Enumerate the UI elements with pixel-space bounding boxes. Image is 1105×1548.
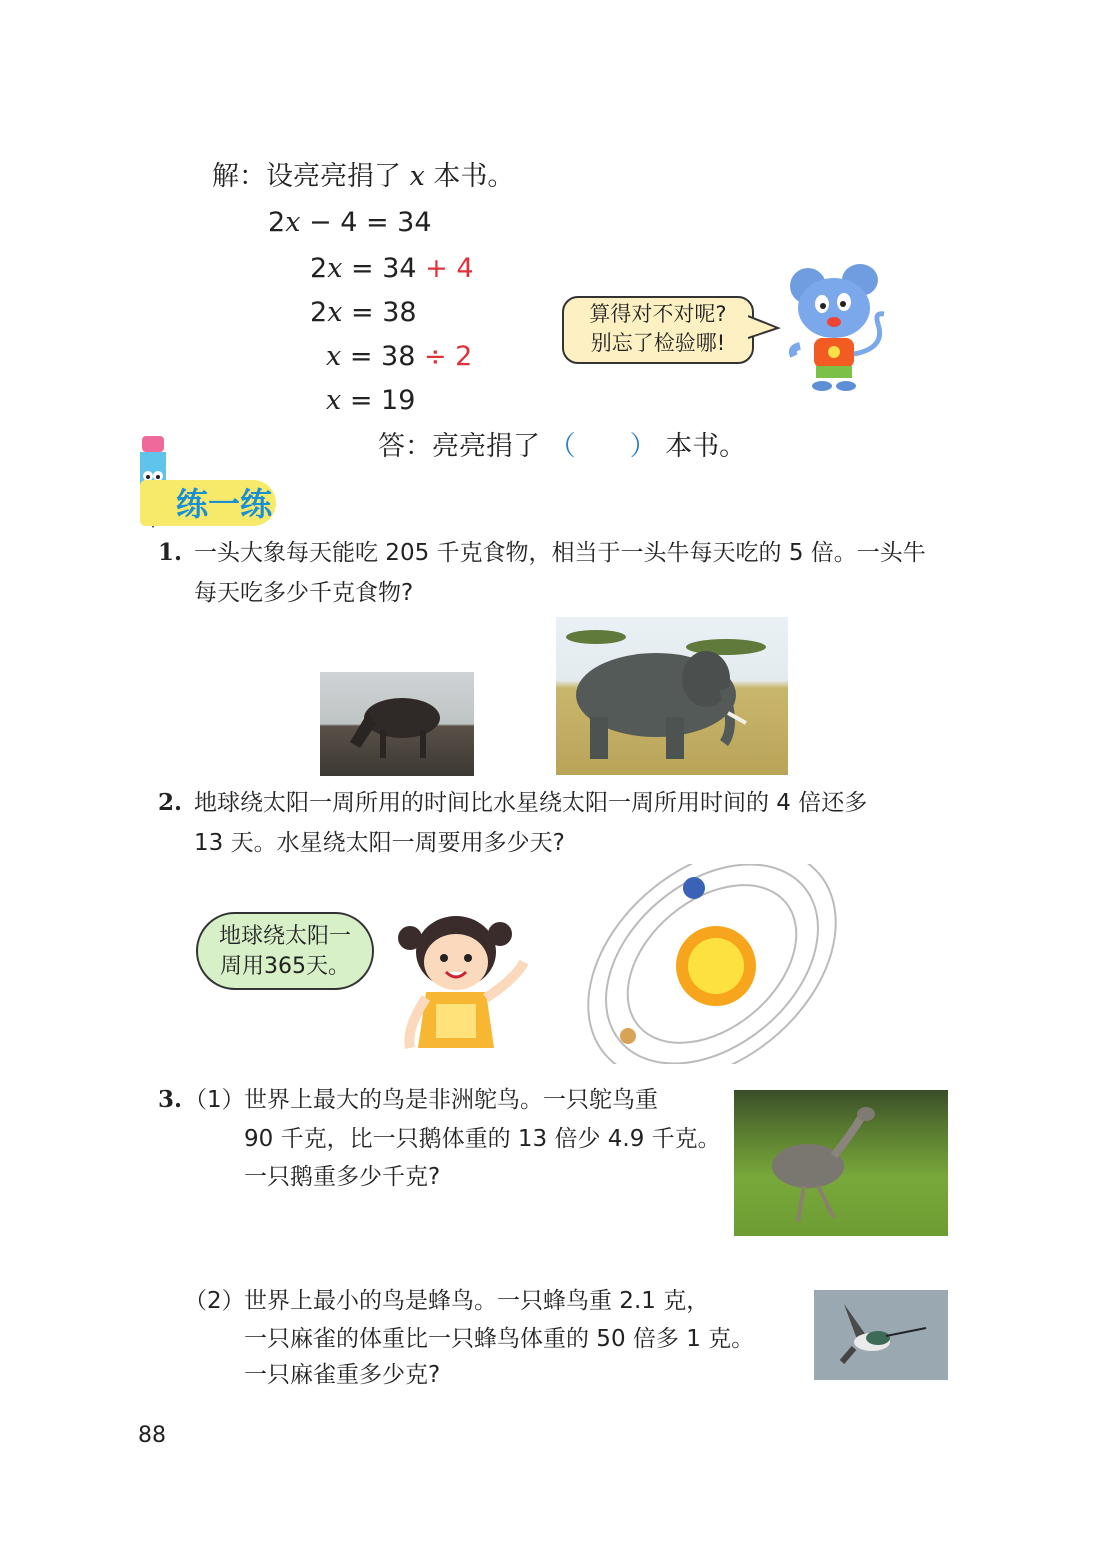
answer-suffix: 本书。: [665, 431, 747, 462]
answer-blank[interactable]: （ ）: [548, 431, 657, 462]
equation-step-1: [268, 206, 432, 240]
elephant-photo: [556, 617, 788, 775]
sun-icon: [676, 926, 756, 1006]
problem-3-part-2-label: （2）: [184, 1288, 245, 1314]
solution-intro-text: 解：设亮亮捐了: [212, 161, 401, 192]
bubble-tail-icon: [748, 312, 782, 342]
hummingbird-icon: [814, 1290, 948, 1380]
buffalo-photo: [320, 672, 474, 776]
ostrich-photo: [734, 1090, 948, 1236]
solution-intro-tail: 本书。: [433, 161, 515, 192]
girl-bubble-line-2: 周用365天。: [220, 954, 350, 979]
ostrich-icon: [734, 1090, 948, 1236]
eq-var: x: [327, 253, 343, 284]
elephant-icon: [556, 617, 788, 775]
girl-speech-bubble: [196, 912, 374, 990]
answer-prefix: 答：亮亮捐了: [378, 431, 540, 462]
problem-3-part-2-line-3: 一只麻雀重多少克?: [244, 1362, 441, 1388]
practice-title: 练一练: [176, 485, 273, 523]
eq-annotation: + 4: [416, 253, 474, 284]
problem-2-line-1: 地球绕太阳一周所用的时间比水星绕太阳一周所用时间的 4 倍还多: [194, 790, 868, 816]
eq-rhs: = 19: [341, 385, 416, 416]
eq-var: x: [326, 385, 342, 416]
eq-var: x: [285, 207, 301, 238]
eq-rhs: = 34: [342, 253, 417, 284]
eq-var: x: [326, 341, 342, 372]
solution-intro: [212, 160, 514, 194]
problem-1-line-2: 每天吃多少千克食物?: [194, 580, 414, 606]
problem-2-number: 2.: [158, 789, 183, 816]
mercury-planet-icon: [620, 1028, 636, 1044]
variable-x: x: [409, 161, 425, 192]
bubble-line-2: 别忘了检验哪!: [590, 331, 726, 355]
eq-annotation: ÷ 2: [415, 341, 473, 372]
equation-step-5: [326, 384, 415, 418]
earth-planet-icon: [683, 877, 705, 899]
problem-3-part-1-label: （1）: [184, 1087, 245, 1113]
eq-rhs: − 4 = 34: [300, 207, 432, 238]
bubble-line-1: 算得对不对呢?: [589, 302, 727, 326]
problem-3-part-1-line-2: 90 千克，比一只鹅体重的 13 倍少 4.9 千克。: [244, 1126, 721, 1152]
eq-coef: 2: [310, 253, 328, 284]
problem-1-line-1: 一头大象每天能吃 205 千克食物，相当于一头牛每天吃的 5 倍。一头牛: [194, 540, 926, 566]
eq-rhs: = 38: [341, 341, 416, 372]
girl-bubble-line-1: 地球绕太阳一: [218, 924, 351, 949]
answer-line: [378, 430, 746, 464]
problem-3-part-2-line-1: 世界上最小的鸟是蜂鸟。一只蜂鸟重 2.1 克，: [244, 1288, 710, 1314]
eq-rhs: = 38: [342, 297, 417, 328]
buffalo-icon: [320, 672, 474, 776]
equation-step-4: [326, 340, 472, 374]
problem-3-part-2-line-2: 一只麻雀的体重比一只蜂鸟体重的 50 倍多 1 克。: [244, 1326, 755, 1352]
problem-1-number: 1.: [158, 539, 183, 566]
page-number: 88: [138, 1423, 166, 1448]
problem-3-part-1-line-1: 世界上最大的鸟是非洲鸵鸟。一只鸵鸟重: [244, 1087, 658, 1113]
hummingbird-photo: [814, 1290, 948, 1380]
problem-3-part-1-line-3: 一只鹅重多少千克?: [244, 1164, 441, 1190]
eq-var: x: [327, 297, 343, 328]
eq-coef: 2: [310, 297, 328, 328]
equation-step-2: [310, 252, 474, 286]
girl-character-icon: [396, 908, 540, 1058]
problem-2-line-2: 13 天。水星绕太阳一周要用多少天?: [194, 830, 565, 856]
problem-3-number: 3.: [158, 1086, 183, 1113]
mouse-character-icon: [786, 264, 896, 394]
mouse-speech-bubble: [562, 296, 754, 364]
solar-system-diagram: [574, 864, 844, 1064]
equation-step-3: [310, 296, 417, 330]
eq-coef: 2: [268, 207, 286, 238]
